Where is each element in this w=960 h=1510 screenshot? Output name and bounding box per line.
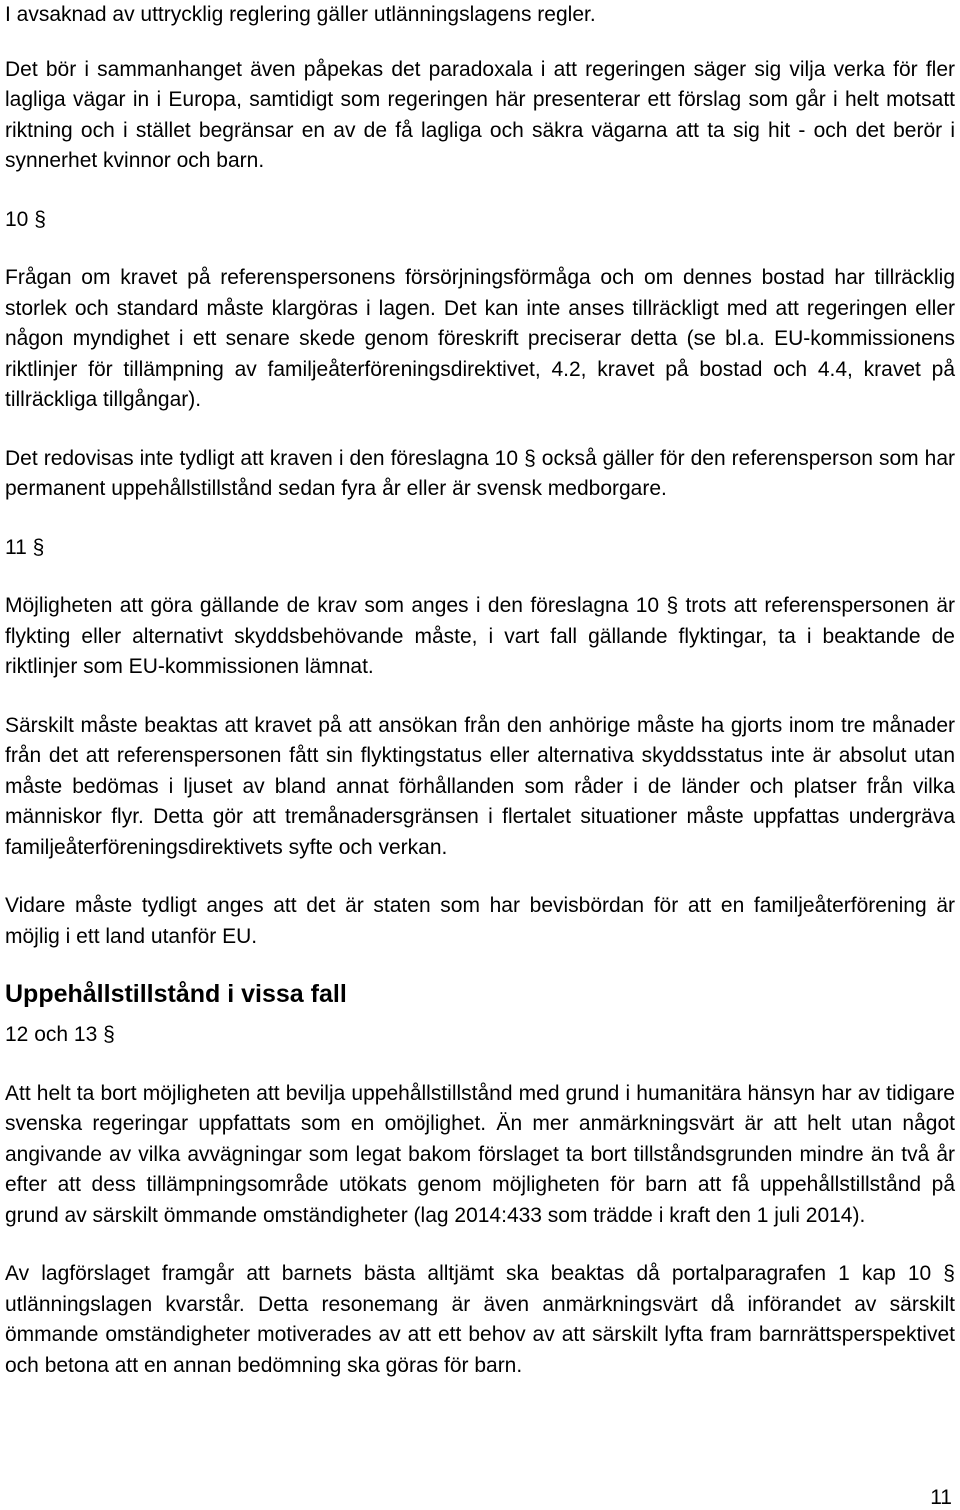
paragraph-child-best-interest: Av lagförslaget framgår att barnets bästa alltjämt ska beaktas då portalparagrafen 1 kap 10 § utlänningslagen kvarstår. Detta resonemang är även anmärkningsvärt då införandet av särskilt ömmande omständigheter motiverades av att ett behov av att särskilt lyfta fram barnrättsperspektivet och betona att en annan bedömning ska göras för barn. bbox=[5, 1262, 955, 1377]
paragraph-humanitarian: Att helt ta bort möjligheten att bevilja uppehållstillstånd med grund i humanitära hänsyn har av tidigare svenska regeringar uppfattats som en omöjlighet. Än mer anmärkningsvärt är att helt utan något angivande av vilka avvägningar som legat bakom förslaget ta bort tillståndsgrunden mindre än två år efter att dess tillämpningsområde utökats genom möjligheten för barn att få uppehållstillstånd på grund av särskilt ömmande omständigheter (lag 2014:433 som trädde i kraft den 1 juli 2014). bbox=[5, 1081, 955, 1227]
document-page bbox=[5, 0, 955, 1381]
paragraph-sect11-three-months: Särskilt måste beaktas att kravet på att ansökan från den anhörige måste ha gjorts inom tre månader från det att referenspersonen fått sin flyktingstatus eller alternativa skyddsstatus inte är absolut utan måste bedömas i ljuset av bland annat förhållanden som råder i de länder och platser från vilka människor flyr. Detta gör att tremånadersgränsen i flertalet situationer måste uppfattas undergräva familjeåterföreningsdirektivets syfte och verkan. bbox=[5, 713, 955, 859]
section-12-13-label: 12 och 13 § bbox=[5, 1023, 115, 1046]
paragraph-sect10-reference: Det redovisas inte tydligt att kraven i den föreslagna 10 § också gäller för den referensperson som har permanent uppehållstillstånd sedan fyra år eller är svensk medborgare. bbox=[5, 446, 955, 500]
section-10-label: 10 § bbox=[5, 207, 46, 231]
paragraph-sect11-refugees: Möjligheten att göra gällande de krav som anges i den föreslagna 10 § trots att referenspersonen är flykting eller alternativt skyddsbehövande måste, i vart fall gällande flyktingar, ta i beaktande de riktlinjer som EU-kommissionen lämnat. bbox=[5, 594, 955, 678]
paragraph-sect10-requirements: Frågan om kravet på referenspersonens försörjningsförmåga och om dennes bostad har tillräcklig storlek och standard måste klargöras i lagen. Det kan inte anses tillräckligt med att regeringen eller någon myndighet i ett senare skede genom föreskrift preciserar detta (se bl.a. EU-kommissionens riktlinjer för tillämpning av familjeåterföreningsdirektivet, 4.2, kravet på bostad och 4.4, kravet på tillräckliga tillgångar). bbox=[5, 266, 955, 411]
paragraph-paradox: Det bör i sammanhanget även påpekas det paradoxala i att regeringen säger sig vilja verka för fler lagliga vägar in i Europa, samtidigt som regeringen här presenterar ett förslag som går i helt motsatt riktning och i stället begränsar en av de få lagliga och säkra vägarna att ta sig hit - och det berör i synnerhet kvinnor och barn. bbox=[5, 57, 955, 172]
paragraph-intro: I avsaknad av uttrycklig reglering gäller utlänningslagens regler. bbox=[5, 3, 596, 26]
paragraph-sect11-burden-of-proof: Vidare måste tydligt anges att det är staten som har bevisbördan för att en familjeåterförening är möjlig i ett land utanför EU. bbox=[5, 894, 955, 948]
section-heading: Uppehållstillstånd i vissa fall bbox=[5, 980, 347, 1008]
section-11-label: 11 § bbox=[5, 535, 45, 559]
page-number: 11 bbox=[930, 1486, 952, 1509]
